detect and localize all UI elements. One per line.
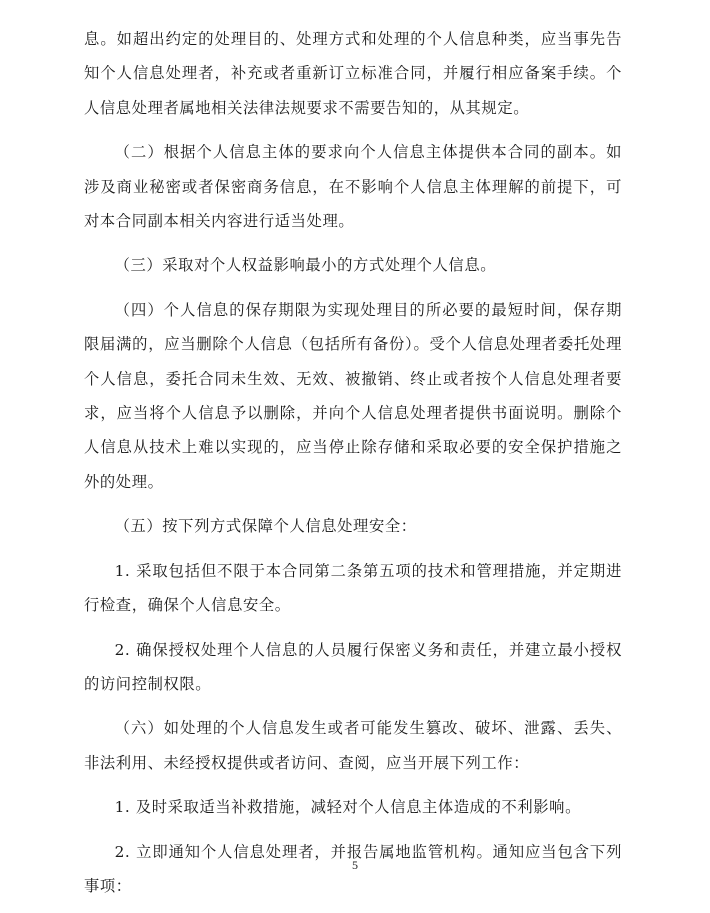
paragraph-item-5: （五）按下列方式保障个人信息处理安全： bbox=[114, 517, 417, 536]
page-number: 5 bbox=[352, 858, 358, 872]
paragraph-continuation: 息。如超出约定的处理目的、处理方式和处理的个人信息种类，应当事先告知个人信息处理者，补充或者重新订立标准合同，并履行相应备案手续。个人信息处理者属地相关法律法规要求不需要告知的，从其规定。 bbox=[84, 30, 622, 117]
paragraph-item-5-sub-1: 1. 采取包括但不限于本合同第二条第五项的技术和管理措施，并定期进行检查，确保个人信息安全。 bbox=[84, 561, 622, 615]
paragraph-item-6: （六）如处理的个人信息发生或者可能发生篡改、破坏、泄露、丢失、非法利用、未经授权提供或者访问、查阅，应当开展下列工作： bbox=[84, 719, 622, 772]
document-body bbox=[84, 22, 622, 913]
paragraph-item-4: （四）个人信息的保存期限为实现处理目的所必要的最短时间，保存期限届满的，应当删除个人信息（包括所有备份）。受个人信息处理者委托处理个人信息，委托合同未生效、无效、被撤销、终止或者按个人信息处理者要求，应当将个人信息予以删除，并向个人信息处理者提供书面说明。删除个人信息从技术上难以实现的，应当停止除存储和采取必要的安全保护措施之外的处理。 bbox=[84, 300, 622, 491]
paragraph-item-5-sub-2: 2. 确保授权处理个人信息的人员履行保密义务和责任，并建立最小授权的访问控制权限。 bbox=[84, 640, 622, 693]
paragraph-item-6-sub-1: 1. 及时采取适当补救措施，减轻对个人信息主体造成的不利影响。 bbox=[114, 798, 581, 817]
paragraph-item-6-sub-2: 2. 立即通知个人信息处理者，并报告属地监管机构。通知应当包含下列事项： bbox=[84, 842, 622, 895]
paragraph-item-3: （三）采取对个人权益影响最小的方式处理个人信息。 bbox=[114, 256, 497, 275]
paragraph-item-2: （二）根据个人信息主体的要求向个人信息主体提供本合同的副本。如涉及商业秘密或者保密商务信息，在不影响个人信息主体理解的前提下，可对本合同副本相关内容进行适当处理。 bbox=[84, 143, 622, 231]
